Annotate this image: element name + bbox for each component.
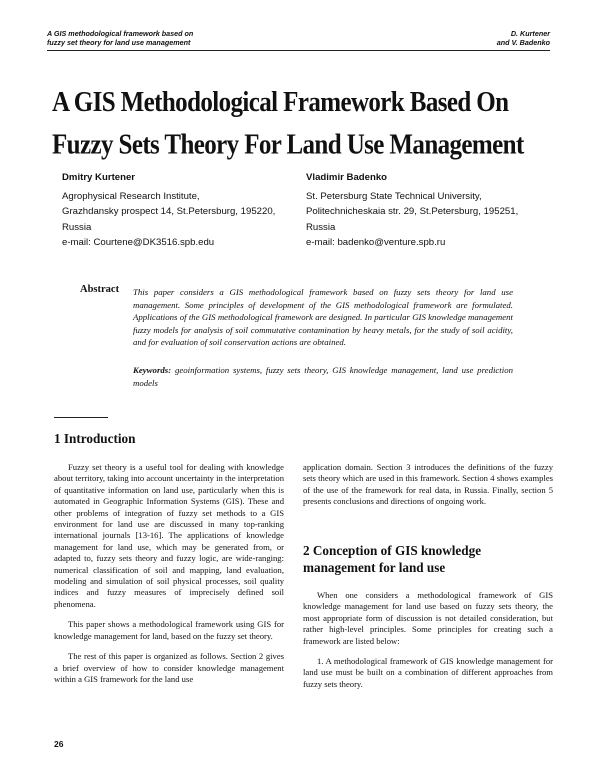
keywords-text: geoinformation systems, fuzzy sets theory, GIS knowledge management, land use prediction models xyxy=(133,365,513,388)
keywords xyxy=(133,364,513,389)
paragraph: The rest of this paper is organized as follows. Section 2 gives a brief overview of how to consider knowledge management within a GIS framework for the land use xyxy=(54,651,284,684)
running-header-left-line2: fuzzy set theory for land use management xyxy=(47,38,191,47)
author-email: e-mail: badenko@venture.spb.ru xyxy=(306,237,446,248)
running-header-right-line1: D. Kurtener xyxy=(510,29,550,38)
running-header-left xyxy=(47,29,193,47)
section-divider xyxy=(54,417,108,418)
section-heading-introduction: 1 Introduction xyxy=(54,431,136,446)
intro-column-left xyxy=(54,462,284,694)
author-block-1 xyxy=(62,170,302,251)
paper-title: A GIS Methodological Framework Based On Fuzzy Sets Theory For Land Use Management xyxy=(52,87,524,161)
paragraph: When one considers a methodological framework of GIS knowledge management for land use based on fuzzy sets theory, the most appropriate form of discussion is not detailed consideration, but rather high-level principles. Some principles for creating such a framework are listed below: xyxy=(303,590,553,646)
page-number: 26 xyxy=(54,739,64,749)
paragraph: Fuzzy set theory is a useful tool for dealing with knowledge about territory, taking into account uncertainty in the interpretation of quantitative information on land use, particularly when this is automated in Geographic Information Systems (GIS). These and other problems of integration of fuzzy set methods to a GIS environment for land use are discussed in many top-ranking international journals [13-16]. The applications of knowledge management for land use, which may be generated from, or adapted to, fuzzy sets theory and fuzzy logic, are wide-ranging: numerical classification of soil and mapping, land evaluation, modeling and simulation of soil physical processes, soil quality indices and fuzzy measures of imprecisely defined soil phenomena. xyxy=(54,462,284,609)
running-header-left-line1: A GIS methodological framework based on xyxy=(47,29,194,38)
abstract-label: Abstract xyxy=(80,284,120,295)
intro-column-right xyxy=(303,462,553,517)
author-country: Russia xyxy=(306,221,336,233)
author-name: Vladimir Badenko xyxy=(306,172,388,183)
author-affiliation: St. Petersburg State Technical University, xyxy=(306,190,482,202)
author-address: Grazhdansky prospect 14, St.Petersburg, 195220, xyxy=(62,206,276,217)
keywords-label: Keywords: xyxy=(133,365,172,375)
author-country: Russia xyxy=(62,221,92,233)
author-name: Dmitry Kurtener xyxy=(62,172,136,183)
author-address: Politechnicheskaia str. 29, St.Petersburg, 195251, xyxy=(306,206,519,217)
author-block-2 xyxy=(306,170,546,251)
header-divider xyxy=(47,50,550,51)
paragraph: 1. A methodological framework of GIS knowledge management for land use must be built on a combination of different approaches from fuzzy sets theory. xyxy=(303,656,553,689)
abstract-text: This paper considers a GIS methodological framework based on fuzzy sets theory for land use management. Some principles of development of the GIS methodological framework are formulated. Applications of the GIS methodological framework are designed. In particular GIS knowledge management fuzzy models for analysis of soil commutative contamination by heavy metals, for the study of soil acidity, and for evaluation of soil conservation actions are obtained. xyxy=(133,287,513,347)
author-affiliation: Agrophysical Research Institute, xyxy=(62,190,200,202)
author-email: e-mail: Courtene@DK3516.spb.edu xyxy=(62,237,215,248)
section-heading-conception: 2 Conception of GIS knowledge management for land use xyxy=(303,543,482,575)
paragraph: application domain. Section 3 introduces the definitions of the fuzzy sets theory which are used in this framework. Section 4 shows examples of the use of the framework for real data, in Russia. Finally, section 5 presents conclusions and directions of ongoing work. xyxy=(303,462,553,507)
paragraph: This paper shows a methodological framework using GIS for knowledge management for land, based on the fuzzy set theory. xyxy=(54,619,284,641)
running-header-right xyxy=(497,29,550,47)
running-header-right-line2: and V. Badenko xyxy=(496,38,550,47)
section2-body xyxy=(303,590,553,699)
